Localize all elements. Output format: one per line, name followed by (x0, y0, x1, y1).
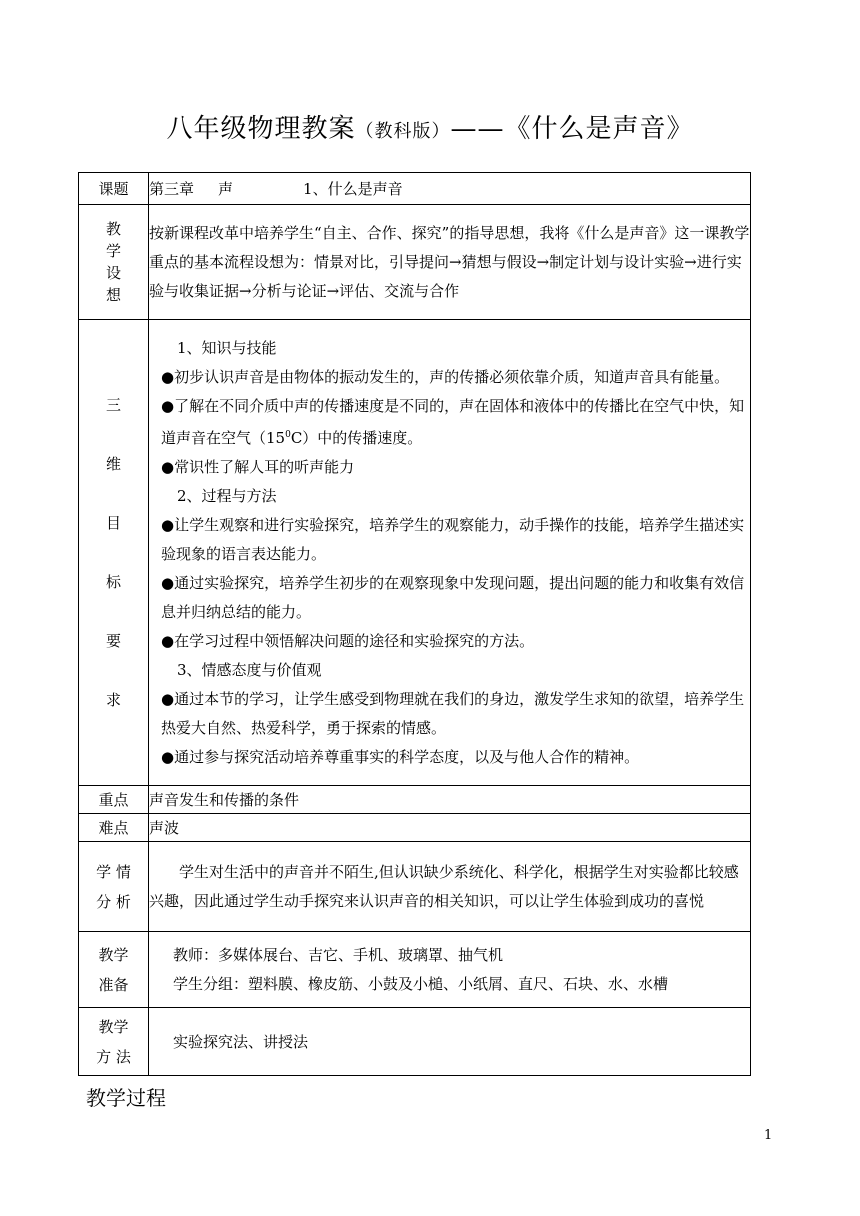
prep-student: 学生分组：塑料膜、橡皮筋、小鼓及小槌、小纸屑、直尺、石块、水、水槽 (173, 974, 669, 993)
section-title: 教学过程 (86, 1086, 166, 1110)
prep-teacher: 教师：多媒体展台、吉它、手机、玻璃罩、抽气机 (173, 945, 504, 964)
topic-chapter: 第三章 (149, 179, 195, 198)
goal-item: ●了解在不同介质中声的传播速度是不同的，声在固体和液体中的传播比在空气中快，知道声音在空气$(15^0C)$中的传播速度。 (161, 396, 745, 447)
label-topic: 课题 (79, 173, 149, 205)
label-prep: 教学 准备 (79, 932, 149, 1008)
page-number: 1 (764, 1128, 773, 1143)
topic-lesson: 1、什么是声音 (303, 179, 403, 198)
label-method: 教学 方 法 (79, 1008, 149, 1076)
key-point-text: 声音发生和传播的条件 (149, 786, 751, 814)
label-goals: 三 维 目 标 要 求 (79, 320, 149, 786)
row-goals (79, 320, 751, 786)
goal-heading: 2、过程与方法 (177, 486, 277, 505)
lesson-plan-table (78, 172, 751, 1076)
title-edition: （教科版） (355, 121, 451, 142)
goal-item: ●通过参与探究活动培养尊重事实的科学态度，以及与他人合作的精神。 (161, 747, 640, 766)
row-topic (79, 173, 751, 205)
difficulty-text: 声波 (149, 814, 751, 842)
prep-content (149, 932, 751, 1008)
row-key-point (79, 786, 751, 814)
goal-item: ●通过实验探究，培养学生初步的在观察现象中发现问题，提出问题的能力和收集有效信息并归纳总结的能力。 (161, 573, 745, 621)
label-difficulty: 难点 (79, 814, 149, 842)
row-design (79, 205, 751, 320)
label-analysis: 学 情 分 析 (79, 842, 149, 932)
title-main: 八年级物理教案 (166, 114, 356, 144)
goal-item: ●在学习过程中领悟解决问题的途径和实验探究的方法。 (161, 631, 535, 650)
goal-item: ●常识性了解人耳的听声能力 (161, 457, 355, 476)
goal-item: ●通过本节的学习，让学生感受到物理就在我们的身边，激发学生求知的欲望，培养学生热爱大自然、热爱科学，勇于探索的情感。 (161, 689, 745, 737)
topic-content (149, 173, 751, 205)
goal-item: ●初步认识声音是由物体的振动发生的，声的传播必须依靠介质，知道声音具有能量。 (161, 367, 730, 386)
row-prep (79, 932, 751, 1008)
topic-unit: 声 (218, 179, 234, 198)
goals-content (149, 320, 751, 786)
analysis-text: 学生对生活中的声音并不陌生,但认识缺少系统化、科学化，根据学生对实验都比较感兴趣，因此通过学生动手探究来认识声音的相关知识，可以让学生体验到成功的喜悦 (149, 842, 751, 932)
goal-item: ●让学生观察和进行实验探究，培养学生的观察能力，动手操作的技能，培养学生描述实验现象的语言表达能力。 (161, 515, 745, 563)
title-lesson: ——《什么是声音》 (450, 114, 694, 144)
label-key-point: 重点 (79, 786, 149, 814)
method-text: 实验探究法、讲授法 (149, 1008, 751, 1076)
row-analysis (79, 842, 751, 932)
row-difficulty (79, 814, 751, 842)
goal-heading: 3、情感态度与价值观 (177, 660, 322, 679)
label-design: 教 学 设 想 (79, 205, 149, 320)
design-text: 按新课程改革中培养学生“自主、合作、探究”的指导思想，我将《什么是声音》这一课教学重点的基本流程设想为：情景对比，引导提问→猜想与假设→制定计划与设计实验→进行实验与收集证据→分析与论证→评估、交流与合作 (149, 205, 751, 320)
row-method (79, 1008, 751, 1076)
document-title (0, 108, 860, 145)
goal-heading: 1、知识与技能 (177, 338, 277, 357)
